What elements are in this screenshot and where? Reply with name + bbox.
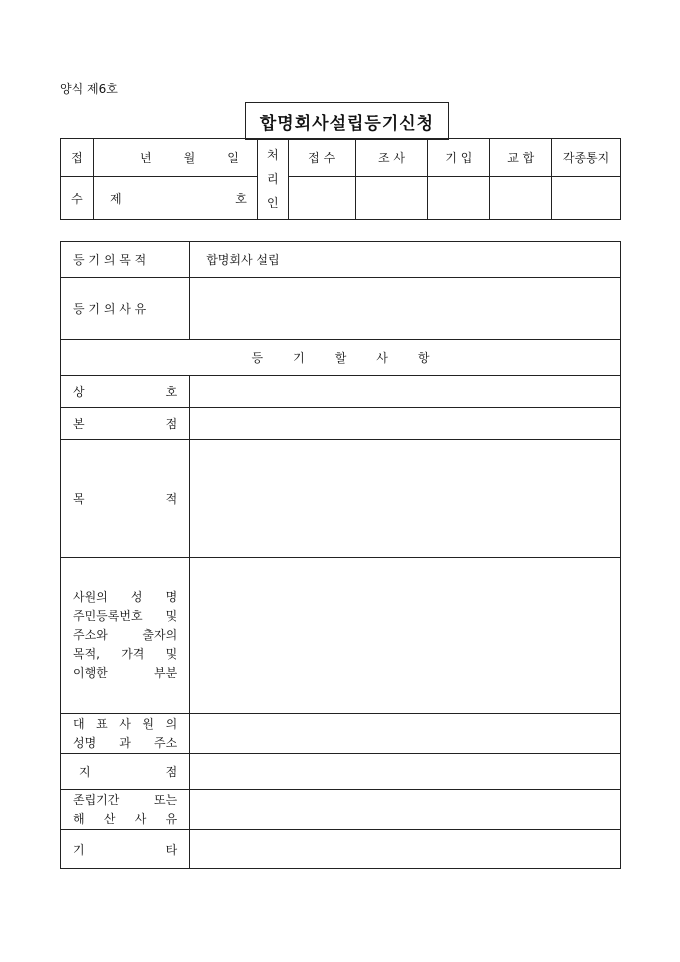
members-l5-w1: 이행한 <box>73 666 108 680</box>
receipt-label-top: 접 <box>61 139 94 177</box>
members-l1-w2: 성 <box>130 590 143 604</box>
members-l4-w2: 가격 <box>121 647 145 661</box>
head-office-value[interactable] <box>190 408 621 440</box>
purpose-label <box>61 242 190 278</box>
branch-value[interactable] <box>190 754 621 790</box>
members-l2-w1: 주민등록번호 <box>73 609 143 623</box>
trade-name-label <box>61 376 190 408</box>
members-l4-w1: 목적, <box>73 647 100 661</box>
duration-label <box>61 790 190 830</box>
rep-l1-c4: 원 <box>142 716 155 731</box>
members-l1-w3: 명 <box>165 590 178 604</box>
members-value[interactable] <box>190 558 621 714</box>
rep-l1-c3: 사 <box>119 716 131 731</box>
col-notices: 각종통지 <box>552 139 621 177</box>
receipt-label-bottom: 수 <box>61 177 94 220</box>
rep-l2-w3: 주소 <box>154 735 178 750</box>
members-l2-w2: 및 <box>165 609 178 623</box>
col-receive: 접 수 <box>288 139 355 177</box>
members-l3-w2: 출자의 <box>142 628 178 642</box>
branch-char-2: 점 <box>165 765 178 779</box>
section-char-4: 사 <box>376 351 388 365</box>
purpose-label-text: 등 기 의 목 적 <box>73 253 147 267</box>
representative-label <box>61 714 190 754</box>
objective-char-1: 목 <box>73 492 85 506</box>
head-office-char-1: 본 <box>73 417 85 431</box>
reason-value[interactable] <box>190 278 621 340</box>
form-title: 합명회사설립등기신청 <box>245 102 449 140</box>
members-l4-w3: 및 <box>165 647 178 661</box>
verify-cell[interactable] <box>490 177 552 220</box>
section-char-5: 항 <box>417 351 430 365</box>
col-entry: 기 입 <box>428 139 490 177</box>
form-number: 양식 제6호 <box>60 82 118 96</box>
objective-char-2: 적 <box>165 492 178 506</box>
members-l5-w2: 부분 <box>154 666 178 680</box>
duration-l2-c3: 사 <box>134 811 147 826</box>
duration-l2-c4: 유 <box>165 811 178 826</box>
entry-cell[interactable] <box>428 177 490 220</box>
duration-l2-c1: 해 <box>73 811 85 826</box>
section-char-2: 기 <box>293 351 305 365</box>
duration-l1-w1: 존립기간 <box>73 792 120 807</box>
section-header <box>61 340 621 376</box>
number-suffix: 호 <box>235 191 247 206</box>
objective-value[interactable] <box>190 440 621 558</box>
col-review: 조 사 <box>355 139 428 177</box>
receipt-date <box>93 139 257 177</box>
other-char-2: 타 <box>165 842 178 857</box>
other-label <box>61 830 190 869</box>
receive-cell[interactable] <box>288 177 355 220</box>
other-value[interactable] <box>190 830 621 869</box>
process-char-1: 처 <box>266 148 279 162</box>
head-office-label <box>61 408 190 440</box>
notices-cell[interactable] <box>552 177 621 220</box>
members-label <box>61 558 190 714</box>
process-char-3: 인 <box>266 196 279 210</box>
rep-l1-c5: 의 <box>165 716 178 731</box>
objective-label <box>61 440 190 558</box>
date-year-label: 년 <box>140 151 152 165</box>
receipt-table <box>60 138 621 220</box>
reason-label-text: 등 기 의 사 유 <box>73 302 147 316</box>
duration-l2-c2: 산 <box>103 811 116 826</box>
trade-name-value[interactable] <box>190 376 621 408</box>
receipt-number <box>93 177 257 220</box>
members-l3-w1: 주소와 <box>73 628 108 642</box>
date-day-label: 일 <box>227 151 239 165</box>
other-char-1: 기 <box>73 842 85 857</box>
process-label <box>257 139 288 220</box>
branch-char-1: 지 <box>79 765 91 779</box>
process-char-2: 리 <box>266 172 279 186</box>
number-prefix: 제 <box>109 191 122 206</box>
purpose-value: 합명회사 설립 <box>190 242 621 278</box>
representative-value[interactable] <box>190 714 621 754</box>
section-char-1: 등 <box>251 351 264 365</box>
rep-l1-c2: 표 <box>96 716 108 731</box>
rep-l2-w1: 성명 <box>73 735 97 750</box>
section-char-3: 할 <box>334 351 347 365</box>
review-cell[interactable] <box>355 177 428 220</box>
branch-label <box>61 754 190 790</box>
duration-l1-w2: 또는 <box>154 792 178 807</box>
trade-name-char-2: 호 <box>165 385 178 399</box>
members-l1-w1: 사원의 <box>73 590 108 604</box>
rep-l2-w2: 과 <box>119 735 131 750</box>
registration-table <box>60 241 621 869</box>
duration-value[interactable] <box>190 790 621 830</box>
date-month-label: 월 <box>183 151 196 165</box>
rep-l1-c1: 대 <box>73 716 85 731</box>
reason-label <box>61 278 190 340</box>
head-office-char-2: 점 <box>165 417 178 431</box>
trade-name-char-1: 상 <box>73 385 85 399</box>
col-verify: 교 합 <box>490 139 552 177</box>
